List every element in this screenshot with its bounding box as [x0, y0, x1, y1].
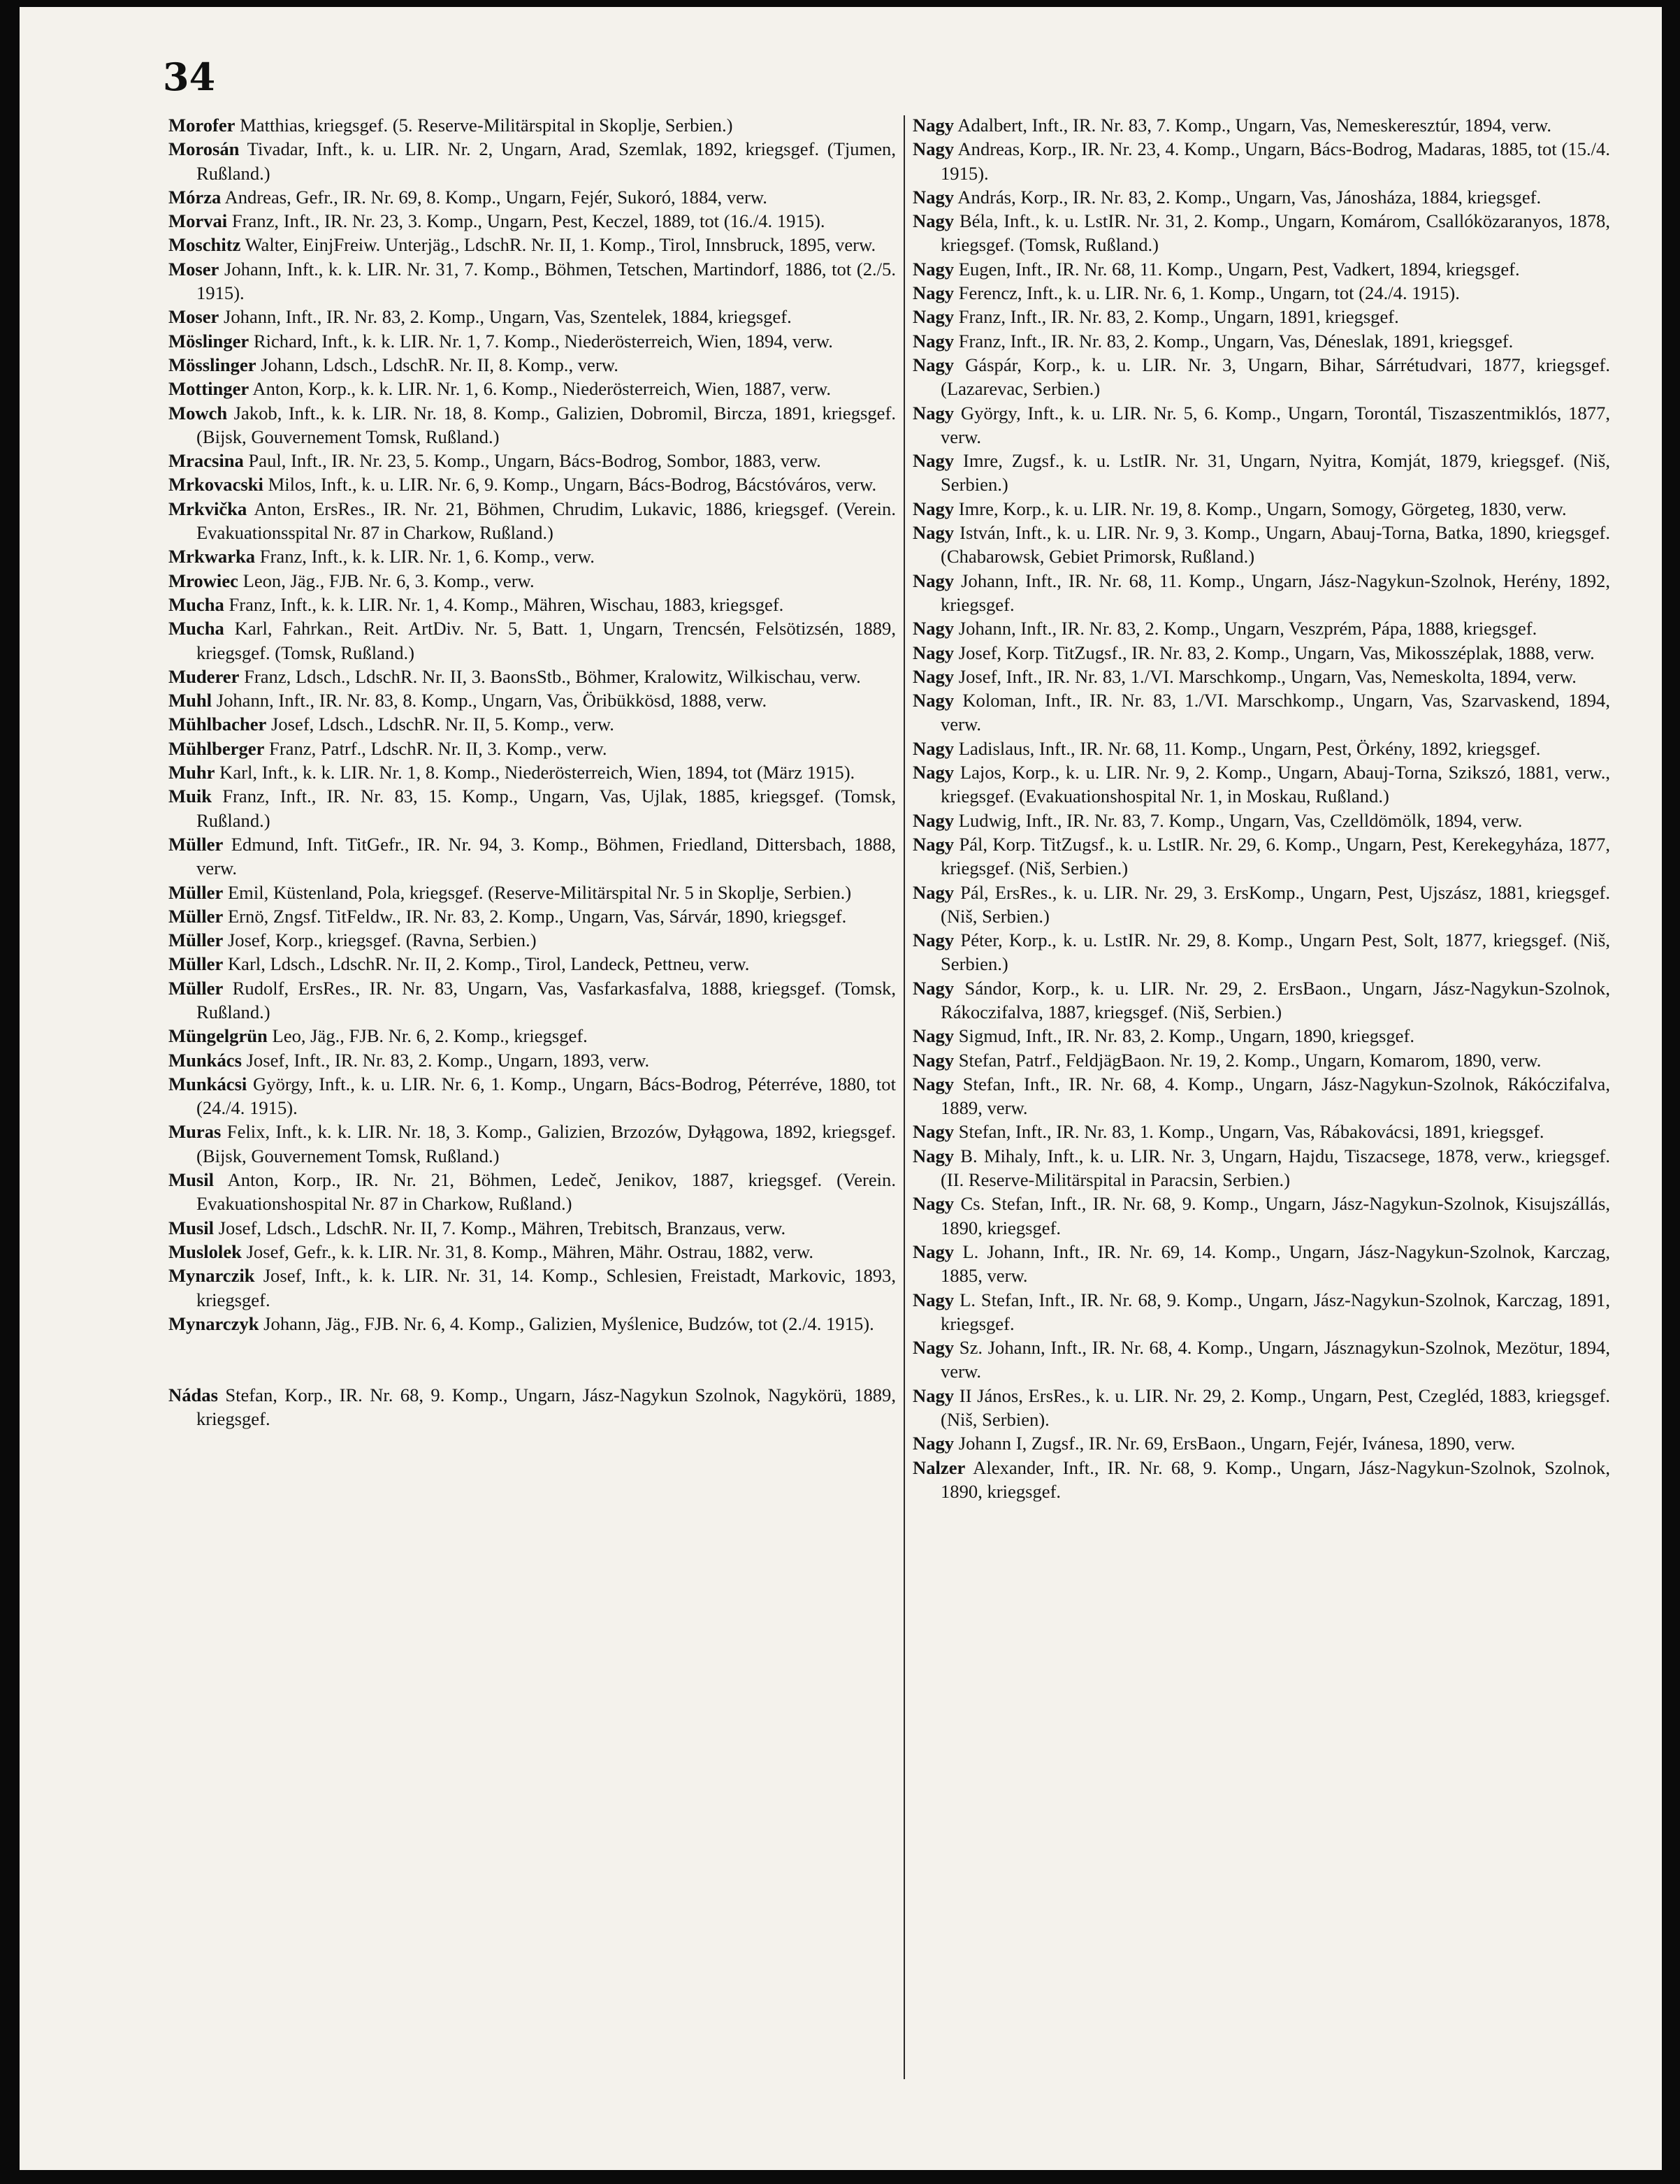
register-entry — [913, 809, 1610, 832]
entry-surname: Muik — [168, 786, 212, 807]
entry-surname: Nagy — [913, 522, 955, 544]
entry-details: Johann, Inft., IR. Nr. 68, 11. Komp., Ungarn, Jász-Nagykun-Szolnok, Herény, 1892, kriegsgef. — [941, 570, 1610, 615]
entry-details: Leon, Jäg., FJB. Nr. 6, 3. Komp., verw. — [242, 570, 535, 591]
entry-surname: Moser — [168, 258, 219, 280]
entry-surname: Nagy — [913, 665, 955, 687]
entry-surname: Nagy — [913, 354, 955, 375]
entry-details: Franz, Inft., k. k. LIR. Nr. 1, 4. Komp., Mähren, Wischau, 1883, kriegsgef. — [229, 593, 784, 615]
entry-surname: Möslinger — [168, 330, 249, 352]
entry-details: Karl, Fahrkan., Reit. ArtDiv. Nr. 5, Batt. 1, Ungarn, Trencsén, Felsötizsén, 1889, kriegsgef. (Tomsk, Rußland.) — [196, 618, 896, 663]
entry-surname: Moser — [168, 306, 219, 328]
entry-details: Jakob, Inft., k. k. LIR. Nr. 18, 8. Komp., Galizien, Dobromil, Bircza, 1891, kriegsgef. (Bijsk, Gouvernement Tomsk, Rußland.) — [196, 402, 896, 447]
register-entry — [168, 737, 896, 760]
entry-surname: Nagy — [913, 1384, 955, 1406]
entry-surname: Morvai — [168, 210, 228, 232]
entry-surname: Mrkwarka — [168, 546, 256, 567]
entry-details: Péter, Korp., k. u. LstIR. Nr. 29, 8. Komp., Ungarn Pest, Solt, 1877, kriegsgef. (Niš, Serbien.) — [941, 930, 1610, 975]
register-entry — [168, 1072, 896, 1120]
register-entry — [168, 952, 896, 976]
register-entry — [913, 497, 1610, 521]
register-entry — [168, 1312, 896, 1336]
entry-details: Ferencz, Inft., k. u. LIR. Nr. 6, 1. Komp., Ungarn, tot (24./4. 1915). — [958, 282, 1460, 304]
entry-surname: Nagy — [913, 1193, 955, 1215]
entry-details: Franz, Inft., k. k. LIR. Nr. 1, 6. Komp., verw. — [259, 546, 595, 567]
entry-surname: Mucha — [168, 618, 224, 639]
entry-details: Anton, ErsRes., IR. Nr. 21, Böhmen, Chrudim, Lukavic, 1886, kriegsgef. (Verein. Evakuationsspital Nr. 87 in Charkow, Rußland.) — [196, 498, 896, 544]
register-entry — [168, 449, 896, 472]
register-entry — [913, 737, 1610, 760]
register-entry — [913, 928, 1610, 976]
entry-details: Johann, Inft., IR. Nr. 83, 8. Komp., Ungarn, Vas, Öribükkösd, 1888, verw. — [216, 690, 767, 711]
entry-details: Franz, Inft., IR. Nr. 83, 2. Komp., Ungarn, Vas, Déneslak, 1891, kriegsgef. — [958, 330, 1514, 352]
register-entry — [168, 712, 896, 736]
entry-details: Andreas, Korp., IR. Nr. 23, 4. Komp., Ungarn, Bács-Bodrog, Madaras, 1885, tot (15./4. 1915). — [941, 138, 1610, 184]
register-entry — [168, 401, 896, 449]
entry-surname: Nagy — [913, 210, 955, 232]
register-entry — [913, 616, 1610, 640]
entry-details: Franz, Inft., IR. Nr. 83, 15. Komp., Ungarn, Vas, Ujlak, 1885, kriegsgef. (Tomsk, Rußland.) — [196, 786, 896, 831]
register-entry — [168, 497, 896, 545]
register-entry — [913, 449, 1610, 497]
entry-surname: Mowch — [168, 402, 228, 424]
entry-surname: Muderer — [168, 665, 240, 687]
entry-surname: Nagy — [913, 1145, 955, 1166]
register-entry — [168, 472, 896, 496]
register-entry — [913, 569, 1610, 617]
register-entry — [168, 1120, 896, 1168]
left-column — [168, 113, 896, 1431]
entry-surname: Nagy — [913, 977, 955, 999]
entry-details: Adalbert, Inft., IR. Nr. 83, 7. Komp., Ungarn, Vas, Nemeskeresztúr, 1894, verw. — [957, 115, 1552, 136]
register-entry — [168, 377, 896, 400]
entry-details: György, Inft., k. u. LIR. Nr. 6, 1. Komp., Ungarn, Bács-Bodrog, Péterréve, 1880, tot (24./4. 1915). — [196, 1073, 896, 1119]
entry-details: Emil, Küstenland, Pola, kriegsgef. (Reserve-Militärspital Nr. 5 in Skoplje, Serbien.) — [227, 881, 852, 903]
entry-details: Sz. Johann, Inft., IR. Nr. 68, 4. Komp., Ungarn, Jásznagykun-Szolnok, Mezötur, 1894, verw. — [941, 1337, 1610, 1382]
entry-details: Walter, EinjFreiw. Unterjäg., LdschR. Nr. II, 1. Komp., Tirol, Innsbruck, 1895, verw. — [245, 234, 876, 256]
scanned-page — [20, 7, 1662, 2170]
entry-details: Béla, Inft., k. u. LstIR. Nr. 31, 2. Komp., Ungarn, Komárom, Csallóközaranyos, 1878, kriegsgef. (Tomsk, Rußland.) — [941, 210, 1610, 256]
entry-surname: Mynarczyk — [168, 1312, 259, 1334]
entry-surname: Muslolek — [168, 1241, 242, 1262]
entry-surname: Musil — [168, 1169, 215, 1191]
register-entry — [913, 1120, 1610, 1143]
entry-surname: Moschitz — [168, 234, 241, 256]
entry-surname: Nagy — [913, 690, 955, 711]
entry-details: Gáspár, Korp., k. u. LIR. Nr. 3, Ungarn, Bihar, Sárrétudvari, 1877, kriegsgef. (Lazarevac, Serbien.) — [941, 354, 1610, 400]
register-entry — [913, 665, 1610, 688]
entry-surname: Nagy — [913, 737, 955, 759]
register-entry — [913, 881, 1610, 929]
register-entry — [913, 137, 1610, 185]
entry-surname: Morofer — [168, 115, 236, 136]
entry-details: Pál, Korp. TitZugsf., k. u. LstIR. Nr. 29, 6. Komp., Ungarn, Pest, Kerekegyháza, 1877, kriegsgef. (Niš, Serbien.) — [941, 833, 1610, 879]
register-entry — [913, 401, 1610, 449]
entry-surname: Nagy — [913, 1433, 955, 1454]
entry-details: Josef, Ldsch., LdschR. Nr. II, 5. Komp., verw. — [271, 714, 614, 735]
register-entry — [913, 1336, 1610, 1384]
entry-surname: Morosán — [168, 138, 240, 160]
entry-surname: Munkácsi — [168, 1073, 247, 1094]
register-entry — [913, 1144, 1610, 1192]
register-entry — [913, 641, 1610, 665]
entry-details: Imre, Korp., k. u. LIR. Nr. 19, 8. Komp., Ungarn, Somogy, Görgeteg, 1830, verw. — [958, 498, 1567, 519]
register-entry — [913, 281, 1610, 305]
entry-details: Johann, Inft., IR. Nr. 83, 2. Komp., Ungarn, Vas, Szentelek, 1884, kriegsgef. — [224, 306, 792, 328]
entry-details: Stefan, Patrf., FeldjägBaon. Nr. 19, 2. Komp., Ungarn, Komarom, 1890, verw. — [958, 1049, 1542, 1071]
entry-details: Johann, Inft., k. k. LIR. Nr. 31, 7. Komp., Böhmen, Tetschen, Martindorf, 1886, tot (2./5. 1915). — [196, 258, 896, 304]
register-entry — [913, 832, 1610, 881]
register-entry — [168, 569, 896, 593]
register-entry — [913, 1072, 1610, 1120]
entry-surname: Nalzer — [913, 1456, 966, 1478]
entry-surname: Nagy — [913, 809, 955, 831]
register-entry — [913, 521, 1610, 569]
entry-details: Johann, Ldsch., LdschR. Nr. II, 8. Komp., verw. — [261, 354, 618, 375]
entry-surname: Nagy — [913, 1073, 955, 1094]
register-entry — [168, 665, 896, 688]
register-entry — [168, 329, 896, 353]
register-entry — [168, 544, 896, 568]
entry-details: Josef, Gefr., k. k. LIR. Nr. 31, 8. Komp., Mähren, Mähr. Ostrau, 1882, verw. — [246, 1241, 814, 1262]
register-entry — [168, 904, 896, 928]
register-entry — [168, 784, 896, 832]
entry-surname: Nagy — [913, 282, 955, 304]
entry-surname: Nagy — [913, 1025, 955, 1047]
entry-details: Karl, Ldsch., LdschR. Nr. II, 2. Komp., Tirol, Landeck, Pettneu, verw. — [227, 953, 750, 975]
entry-surname: Nagy — [913, 498, 955, 519]
register-entry — [168, 881, 896, 904]
entry-surname: Nagy — [913, 330, 955, 352]
register-entry — [913, 305, 1610, 328]
entry-details: Ladislaus, Inft., IR. Nr. 68, 11. Komp., Ungarn, Pest, Örkény, 1892, kriegsgef. — [958, 737, 1541, 759]
entry-details: Franz, Ldsch., LdschR. Nr. II, 3. BaonsStb., Böhmer, Kralowitz, Wilkischau, verw. — [244, 665, 861, 687]
entry-details: Franz, Inft., IR. Nr. 83, 2. Komp., Ungarn, 1891, kriegsgef. — [958, 306, 1399, 328]
entry-details: Eugen, Inft., IR. Nr. 68, 11. Komp., Ungarn, Pest, Vadkert, 1894, kriegsgef. — [958, 258, 1520, 280]
entry-surname: Nádas — [168, 1384, 218, 1406]
entry-details: L. Stefan, Inft., IR. Nr. 68, 9. Komp., Ungarn, Jász-Nagykun-Szolnok, Karczag, 1891, kriegsgef. — [941, 1289, 1610, 1334]
entry-surname: Nagy — [913, 258, 955, 280]
entry-details: Edmund, Inft. TitGefr., IR. Nr. 94, 3. Komp., Böhmen, Friedland, Dittersbach, 1888, verw. — [196, 833, 896, 879]
entry-surname: Musil — [168, 1217, 215, 1238]
register-entry — [168, 1216, 896, 1240]
entry-surname: Mrkovacski — [168, 474, 263, 496]
register-entry — [913, 760, 1610, 809]
entry-details: Sigmud, Inft., IR. Nr. 83, 2. Komp., Ungarn, 1890, kriegsgef. — [958, 1025, 1414, 1047]
register-entry — [913, 688, 1610, 737]
entry-details: Anton, Korp., IR. Nr. 21, Böhmen, Ledeč, Jenikov, 1887, kriegsgef. (Verein. Evakuationshospital Nr. 87 in Charkow, Rußland.) — [196, 1169, 896, 1215]
register-entry — [913, 1456, 1610, 1504]
entry-surname: Nagy — [913, 642, 955, 663]
entry-details: B. Mihaly, Inft., k. u. LIR. Nr. 3, Ungarn, Hajdu, Tiszacsege, 1878, verw., kriegsgef. (II. Reserve-Militärspital in Paracsin, Serbien.) — [941, 1145, 1610, 1191]
entry-surname: Müller — [168, 930, 224, 951]
entry-details: Karl, Inft., k. k. LIR. Nr. 1, 8. Komp., Niederösterreich, Wien, 1894, tot (März 1915). — [219, 762, 855, 783]
register-entry — [168, 1240, 896, 1264]
entry-details: Johann I, Zugsf., IR. Nr. 69, ErsBaon., Ungarn, Fejér, Ivánesa, 1890, verw. — [958, 1433, 1516, 1454]
register-entry — [913, 353, 1610, 401]
register-entry — [168, 928, 896, 952]
entry-surname: Muras — [168, 1121, 222, 1143]
entry-surname: Nagy — [913, 930, 955, 951]
register-entry — [168, 233, 896, 256]
entry-surname: Nagy — [913, 881, 955, 903]
entry-surname: Mühlbacher — [168, 714, 267, 735]
register-entry — [913, 185, 1610, 209]
entry-details: L. Johann, Inft., IR. Nr. 69, 14. Komp., Ungarn, Jász-Nagykun-Szolnok, Karczag, 1885, verw. — [941, 1241, 1611, 1287]
entry-details: Imre, Zugsf., k. u. LstIR. Nr. 31, Ungarn, Nyitra, Komját, 1879, kriegsgef. (Niš, Serbien.) — [941, 450, 1611, 496]
entry-details: Josef, Ldsch., LdschR. Nr. II, 7. Komp., Mähren, Trebitsch, Branzaus, verw. — [218, 1217, 786, 1238]
entry-surname: Müller — [168, 905, 224, 927]
entry-surname: Nagy — [913, 1241, 955, 1262]
entry-surname: Mucha — [168, 593, 224, 615]
entry-details: Koloman, Inft., IR. Nr. 83, 1./VI. Marschkomp., Ungarn, Vas, Szarvaskend, 1894, verw. — [941, 690, 1610, 735]
entry-details: Josef, Inft., IR. Nr. 83, 1./VI. Marschkomp., Ungarn, Vas, Nemeskolta, 1894, verw. — [958, 665, 1577, 687]
entry-details: Johann, Jäg., FJB. Nr. 6, 4. Komp., Galizien, Myślenice, Budzów, tot (2./4. 1915). — [263, 1312, 874, 1334]
register-entry — [168, 1048, 896, 1072]
register-entry — [168, 760, 896, 784]
register-entry — [913, 1024, 1610, 1048]
entry-details: György, Inft., k. u. LIR. Nr. 5, 6. Komp., Ungarn, Torontál, Tiszaszentmiklós, 1877, verw. — [941, 402, 1610, 447]
right-column — [913, 113, 1610, 1503]
entry-surname: Nagy — [913, 570, 955, 591]
entry-details: Franz, Patrf., LdschR. Nr. II, 3. Komp., verw. — [269, 737, 607, 759]
register-entry — [913, 1192, 1610, 1240]
register-entry — [913, 1431, 1610, 1455]
register-entry — [913, 1288, 1610, 1336]
section-gap — [168, 1336, 896, 1383]
register-entry — [168, 593, 896, 616]
entry-surname: Muhr — [168, 762, 215, 783]
register-entry — [168, 257, 896, 305]
entry-surname: Nagy — [913, 186, 955, 208]
entry-details: Alexander, Inft., IR. Nr. 68, 9. Komp., Ungarn, Jász-Nagykun-Szolnok, Szolnok, 1890, kriegsgef. — [941, 1456, 1610, 1502]
register-entry — [913, 976, 1610, 1025]
register-entry — [168, 113, 896, 137]
entry-surname: Mrowiec — [168, 570, 238, 591]
register-entry — [168, 1168, 896, 1216]
column-divider — [904, 115, 905, 2079]
entry-surname: Nagy — [913, 1121, 955, 1143]
entry-details: István, Inft., k. u. LIR. Nr. 9, 3. Komp., Ungarn, Abauj-Torna, Batka, 1890, kriegsgef. (Chabarowsk, Gebiet Primorsk, Rußland.) — [941, 522, 1610, 567]
register-entry — [913, 257, 1610, 281]
entry-surname: Nagy — [913, 138, 955, 160]
register-entry — [168, 832, 896, 881]
entry-details: Rudolf, ErsRes., IR. Nr. 83, Ungarn, Vas, Vasfarkasfalva, 1888, kriegsgef. (Tomsk, Rußland.) — [196, 977, 896, 1022]
entry-surname: Nagy — [913, 1337, 955, 1359]
entry-details: Andreas, Gefr., IR. Nr. 69, 8. Komp., Ungarn, Fejér, Sukoró, 1884, verw. — [224, 186, 767, 208]
register-entry — [913, 209, 1610, 257]
entry-details: Leo, Jäg., FJB. Nr. 6, 2. Komp., kriegsgef. — [272, 1025, 588, 1047]
entry-details: Josef, Inft., IR. Nr. 83, 2. Komp., Ungarn, 1893, verw. — [246, 1049, 650, 1071]
entry-surname: Nagy — [913, 618, 955, 639]
entry-details: Ernö, Zngsf. TitFeldw., IR. Nr. 83, 2. Komp., Ungarn, Vas, Sárvár, 1890, kriegsgef. — [227, 905, 847, 927]
entry-surname: Nagy — [913, 402, 955, 424]
entry-surname: Nagy — [913, 306, 955, 328]
register-entry — [168, 305, 896, 328]
entry-details: Josef, Korp. TitZugsf., IR. Nr. 83, 2. Komp., Ungarn, Vas, Mikosszéplak, 1888, verw. — [958, 642, 1595, 663]
entry-details: Paul, Inft., IR. Nr. 23, 5. Komp., Ungarn, Bács-Bodrog, Sombor, 1883, verw. — [248, 450, 821, 472]
entry-details: Felix, Inft., k. k. LIR. Nr. 18, 3. Komp., Galizien, Brzozów, Dyłągowa, 1892, kriegsgef. (Bijsk, Gouvernement Tomsk, Rußland.) — [196, 1121, 896, 1166]
register-entry — [168, 137, 896, 185]
entry-details: Johann, Inft., IR. Nr. 83, 2. Komp., Ungarn, Veszprém, Pápa, 1888, kriegsgef. — [958, 618, 1537, 639]
entry-details: Stefan, Korp., IR. Nr. 68, 9. Komp., Ungarn, Jász-Nagykun Szolnok, Nagykörü, 1889, kriegsgef. — [196, 1384, 896, 1430]
entry-surname: Mottinger — [168, 378, 249, 400]
entry-details: Richard, Inft., k. k. LIR. Nr. 1, 7. Komp., Niederösterreich, Wien, 1894, verw. — [253, 330, 833, 352]
register-entry — [168, 353, 896, 377]
entry-details: Stefan, Inft., IR. Nr. 83, 1. Komp., Ungarn, Vas, Rábakovácsi, 1891, kriegsgef. — [958, 1121, 1544, 1143]
register-entry — [168, 976, 896, 1025]
register-entry — [913, 329, 1610, 353]
register-entry — [168, 1024, 896, 1048]
entry-details: Sándor, Korp., k. u. LIR. Nr. 29, 2. ErsBaon., Ungarn, Jász-Nagykun-Szolnok, Rákoczifalva, 1887, kriegsgef. (Niš, Serbien.) — [941, 977, 1610, 1022]
entry-surname: Mrkvička — [168, 498, 247, 519]
entry-surname: Nagy — [913, 115, 955, 136]
entry-details: Josef, Inft., k. k. LIR. Nr. 31, 14. Komp., Schlesien, Freistadt, Markovic, 1893, kriegsgef. — [196, 1265, 896, 1310]
register-entry — [168, 1383, 896, 1431]
register-entry — [168, 185, 896, 209]
entry-surname: Mühlberger — [168, 737, 265, 759]
entry-surname: Müller — [168, 833, 224, 855]
entry-details: Pál, ErsRes., k. u. LIR. Nr. 29, 3. ErsKomp., Ungarn, Pest, Ujszász, 1881, kriegsgef. (Niš, Serbien.) — [941, 881, 1610, 927]
entry-details: Tivadar, Inft., k. u. LIR. Nr. 2, Ungarn, Arad, Szemlak, 1892, kriegsgef. (Tjumen, Rußland.) — [196, 138, 897, 184]
entry-surname: Mösslinger — [168, 354, 256, 375]
entry-details: Matthias, kriegsgef. (5. Reserve-Militärspital in Skoplje, Serbien.) — [240, 115, 733, 136]
entry-details: Lajos, Korp., k. u. LIR. Nr. 9, 2. Komp., Ungarn, Abauj-Torna, Szikszó, 1881, verw., kriegsgef. (Evakuationshospital Nr. 1, in Moskau, Rußland.) — [941, 762, 1611, 807]
entry-details: Cs. Stefan, Inft., IR. Nr. 68, 9. Komp., Ungarn, Jász-Nagykun-Szolnok, Kisujszállás, 1890, kriegsgef. — [941, 1193, 1610, 1238]
entry-details: Stefan, Inft., IR. Nr. 68, 4. Komp., Ungarn, Jász-Nagykun-Szolnok, Rákóczifalva, 1889, verw. — [941, 1073, 1610, 1119]
entry-surname: Nagy — [913, 450, 955, 472]
entry-surname: Mracsina — [168, 450, 244, 472]
entry-surname: Müngelgrün — [168, 1025, 268, 1047]
entry-surname: Mynarczik — [168, 1265, 255, 1287]
entry-details: Franz, Inft., IR. Nr. 23, 3. Komp., Ungarn, Pest, Keczel, 1889, tot (16./4. 1915). — [231, 210, 825, 232]
register-entry — [913, 113, 1610, 137]
entry-details: Anton, Korp., k. k. LIR. Nr. 1, 6. Komp., Niederösterreich, Wien, 1887, verw. — [252, 378, 832, 400]
register-entry — [168, 209, 896, 233]
entry-details: II János, ErsRes., k. u. LIR. Nr. 29, 2. Komp., Ungarn, Pest, Czegléd, 1883, kriegsgef. (Niš, Serbien). — [941, 1384, 1610, 1431]
entry-details: Milos, Inft., k. u. LIR. Nr. 6, 9. Komp., Ungarn, Bács-Bodrog, Bácstóváros, verw. — [268, 474, 877, 496]
entry-details: Ludwig, Inft., IR. Nr. 83, 7. Komp., Ungarn, Vas, Czelldömölk, 1894, verw. — [958, 809, 1523, 831]
register-entry — [913, 1384, 1610, 1432]
register-entry — [168, 1264, 896, 1312]
entry-surname: Muhl — [168, 690, 212, 711]
entry-surname: Müller — [168, 977, 224, 999]
entry-surname: Nagy — [913, 833, 955, 855]
entry-surname: Nagy — [913, 762, 955, 783]
entry-surname: Müller — [168, 881, 224, 903]
entry-surname: Nagy — [913, 1049, 955, 1071]
entry-surname: Munkács — [168, 1049, 242, 1071]
register-entry — [913, 1240, 1610, 1288]
register-entry — [168, 616, 896, 665]
entry-surname: Nagy — [913, 1289, 955, 1310]
entry-surname: Müller — [168, 953, 224, 975]
register-entry — [168, 688, 896, 712]
register-entry — [913, 1048, 1610, 1072]
entry-surname: Mórza — [168, 186, 222, 208]
page-number: 34 — [163, 55, 216, 99]
entry-details: Josef, Korp., kriegsgef. (Ravna, Serbien.) — [227, 930, 537, 951]
entry-details: András, Korp., IR. Nr. 83, 2. Komp., Ungarn, Vas, Jánosháza, 1884, kriegsgef. — [957, 186, 1542, 208]
